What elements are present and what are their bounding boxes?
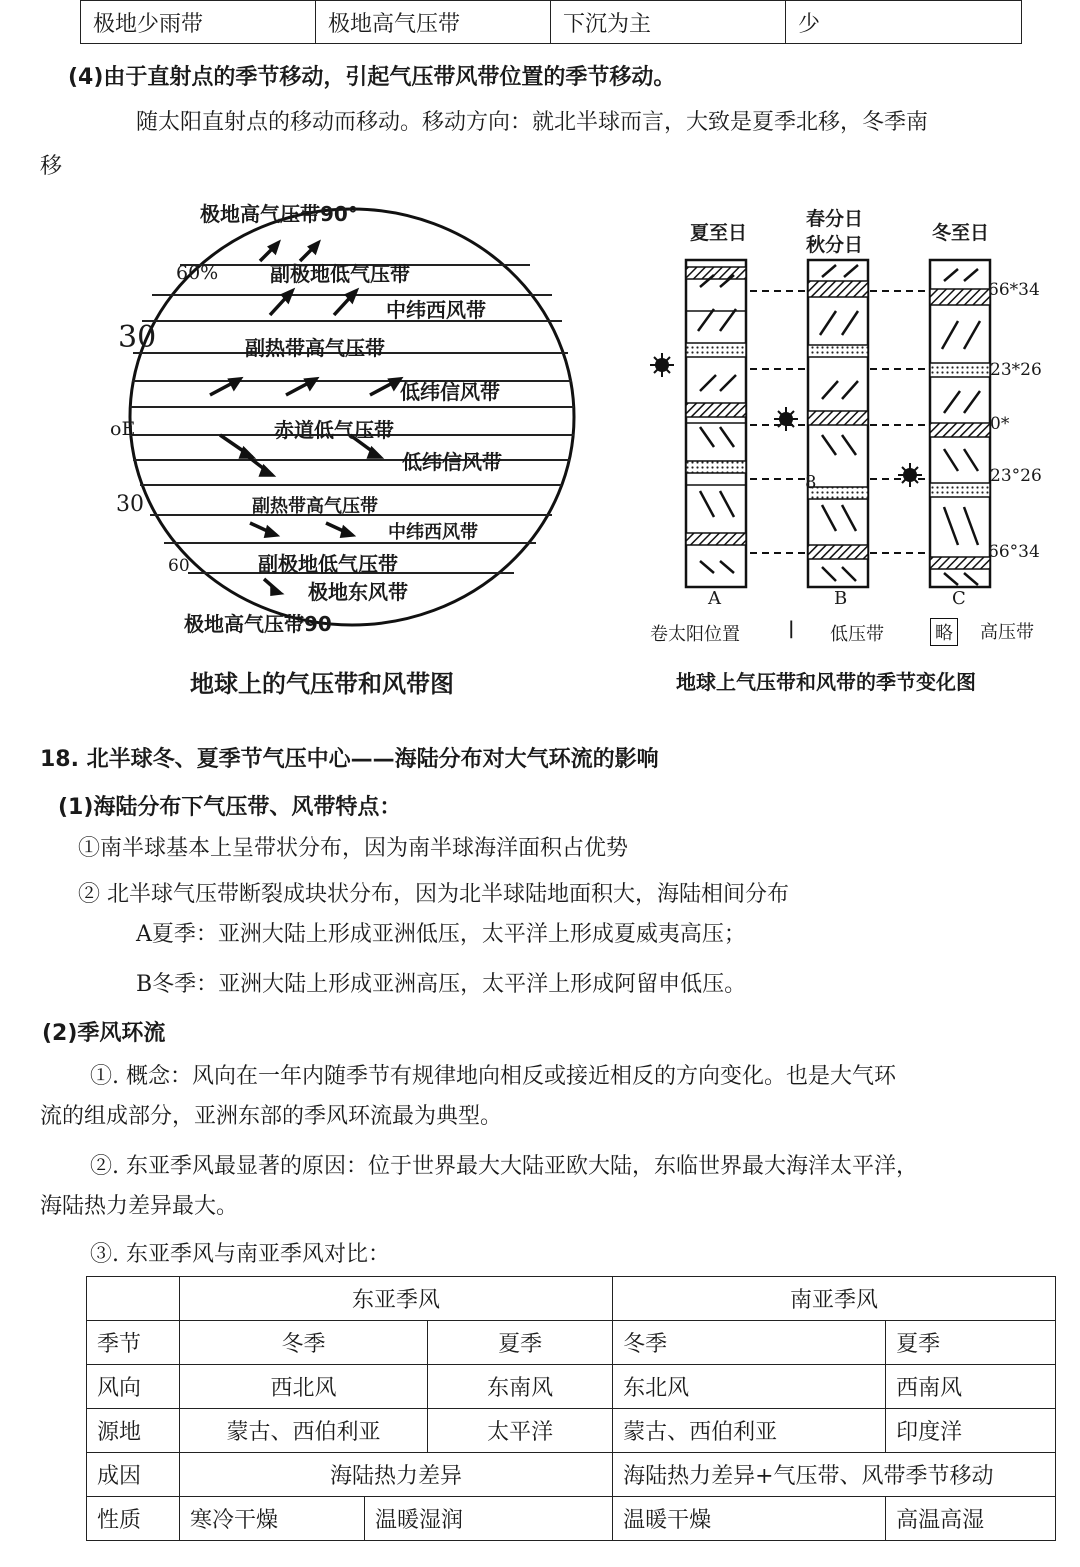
stray-mark: 8	[805, 472, 817, 493]
concept-line2: 流的组成部分，亚洲东部的季风环流最为典型。	[40, 1104, 503, 1129]
row-label: 性质	[87, 1497, 180, 1541]
sun-icon	[898, 463, 922, 487]
monsoon-comparison-table	[86, 1276, 1056, 1541]
legend-high: 高压带	[980, 622, 1034, 643]
column-letter-c: C	[952, 588, 966, 609]
legend-high-box: 略	[930, 618, 958, 646]
section18-p2: ② 北半球气压带断裂成块状分布，因为北半球陆地面积大，海陆相间分布	[78, 882, 789, 907]
legend-separator: |	[788, 618, 795, 639]
header-autumn-equinox: 秋分日	[806, 234, 864, 256]
section18-sub1: (1)海陆分布下气压带、风带特点：	[58, 795, 402, 820]
table-cell: 西北风	[180, 1365, 428, 1409]
row-label: 成因	[87, 1453, 180, 1497]
section4-text-2: 移	[40, 154, 63, 179]
sun-icon	[774, 407, 798, 431]
label-subtropical-high-north: 副热带高气压带	[245, 336, 385, 360]
legend-low: 低压带	[830, 624, 884, 645]
section18-title: 18. 北半球冬、夏季节气压中心——海陆分布对大气环流的影响	[40, 747, 659, 772]
lat-30n: 30	[118, 320, 157, 355]
label-trades-south: 低纬信风带	[402, 450, 502, 474]
table-cell: 温暖干燥	[613, 1497, 886, 1541]
table-cell: 极地高气压带	[316, 1, 551, 44]
table-cell: 高温高湿	[886, 1497, 1056, 1541]
row-label: 季节	[87, 1321, 180, 1365]
reason-line1: ②. 东亚季风最显著的原因：位于世界最大大陆亚欧大陆，东临世界最大海洋太平洋，	[90, 1154, 918, 1179]
table-row	[87, 1365, 1056, 1409]
table-cell: 少	[786, 1, 1022, 44]
right-diagram-caption: 地球上气压带和风带的季节变化图	[676, 670, 976, 694]
table-row	[81, 1, 1022, 44]
table-cell: 蒙古、西伯利亚	[613, 1409, 886, 1453]
table-cell: 寒冷干燥	[180, 1497, 365, 1541]
lat-0: oE	[110, 418, 136, 440]
table-cell: 印度洋	[886, 1409, 1056, 1453]
lat-label: 0*	[990, 414, 1010, 434]
lat-label: 23*26	[990, 360, 1042, 380]
column-a	[686, 260, 746, 587]
header-spring-equinox: 春分日	[806, 208, 864, 230]
column-letter-b: B	[834, 588, 848, 609]
concept-line1: ①. 概念：风向在一年内随季节有规律地向相反或接近相反的方向变化。也是大气环	[90, 1064, 896, 1089]
lat-30s: 30	[116, 492, 144, 517]
column-b	[808, 260, 868, 587]
table-cell: 东南风	[428, 1365, 613, 1409]
label-equatorial-low: 赤道低气压带	[274, 418, 394, 442]
table-cell: 夏季	[428, 1321, 613, 1365]
lat-60s: 60	[168, 556, 190, 576]
lat-label: 23°26	[990, 466, 1042, 486]
label-polar-high-north: 极地高气压带90°	[200, 202, 358, 226]
lat-label: 66°34	[988, 542, 1040, 562]
table-cell: 蒙古、西伯利亚	[180, 1409, 428, 1453]
table-cell: 冬季	[180, 1321, 428, 1365]
column-letter-a: A	[708, 588, 721, 609]
table-row	[87, 1321, 1056, 1365]
table-cell: 下沉为主	[551, 1, 786, 44]
table-cell: 西南风	[886, 1365, 1056, 1409]
header-south-asia-monsoon: 南亚季风	[613, 1277, 1056, 1321]
header-winter-solstice: 冬至日	[932, 222, 990, 244]
lat-60n: 60%	[176, 262, 219, 284]
section4-title: (4)由于直射点的季节移动，引起气压带风带位置的季节移动。	[68, 65, 676, 90]
legend-sun: 卷太阳位置	[650, 624, 740, 645]
section18-p1: ①南半球基本上呈带状分布，因为南半球海洋面积占优势	[78, 836, 629, 861]
row-label: 风向	[87, 1365, 180, 1409]
table-cell: 温暖湿润	[365, 1497, 613, 1541]
header-east-asia-monsoon: 东亚季风	[180, 1277, 613, 1321]
section18-sub2: (2)季风环流	[42, 1021, 166, 1046]
table-cell: 冬季	[613, 1321, 886, 1365]
label-trades-north: 低纬信风带	[400, 380, 500, 404]
table-cell: 极地少雨带	[81, 1, 316, 44]
table-row	[87, 1409, 1056, 1453]
label-polar-high-south: 极地高气压带90	[184, 612, 332, 636]
table-cell: 太平洋	[428, 1409, 613, 1453]
label-subpolar-low-north: 副极地低气压带	[270, 262, 410, 286]
table-cell: 海陆热力差异+气压带、风带季节移动	[613, 1453, 1056, 1497]
table-cell: 夏季	[886, 1321, 1056, 1365]
table-cell: 东北风	[613, 1365, 886, 1409]
label-westerlies-north: 中纬西风带	[386, 298, 486, 322]
column-c	[930, 260, 990, 587]
table-row	[87, 1277, 1056, 1321]
label-westerlies-south: 中纬西风带	[388, 522, 478, 543]
section18-p4: B冬季：亚洲大陆上形成亚洲高压，太平洋上形成阿留申低压。	[136, 972, 747, 997]
reason-line2: 海陆热力差异最大。	[40, 1194, 239, 1219]
table-row	[87, 1497, 1056, 1541]
climate-table-fragment	[80, 0, 1022, 44]
table-cell: 海陆热力差异	[180, 1453, 613, 1497]
comparison-intro: ③. 东亚季风与南亚季风对比：	[90, 1242, 390, 1267]
header-summer-solstice: 夏至日	[690, 222, 748, 244]
label-subpolar-low-south: 副极地低气压带	[258, 552, 398, 576]
table-cell	[87, 1277, 180, 1321]
sun-icon	[650, 353, 674, 377]
label-subtropical-high-south: 副热带高气压带	[252, 496, 378, 517]
section18-p3: A夏季：亚洲大陆上形成亚洲低压，太平洋上形成夏威夷高压；	[136, 922, 746, 947]
section4-text-1: 随太阳直射点的移动而移动。移动方向：就北半球而言，大致是夏季北移，冬季南	[136, 110, 929, 135]
table-row	[87, 1453, 1056, 1497]
left-diagram-caption: 地球上的气压带和风带图	[190, 670, 454, 698]
lat-label: 66*34	[988, 280, 1040, 300]
seasonal-shift-diagram	[640, 255, 1020, 595]
row-label: 源地	[87, 1409, 180, 1453]
label-polar-easterlies-south: 极地东风带	[308, 580, 408, 604]
